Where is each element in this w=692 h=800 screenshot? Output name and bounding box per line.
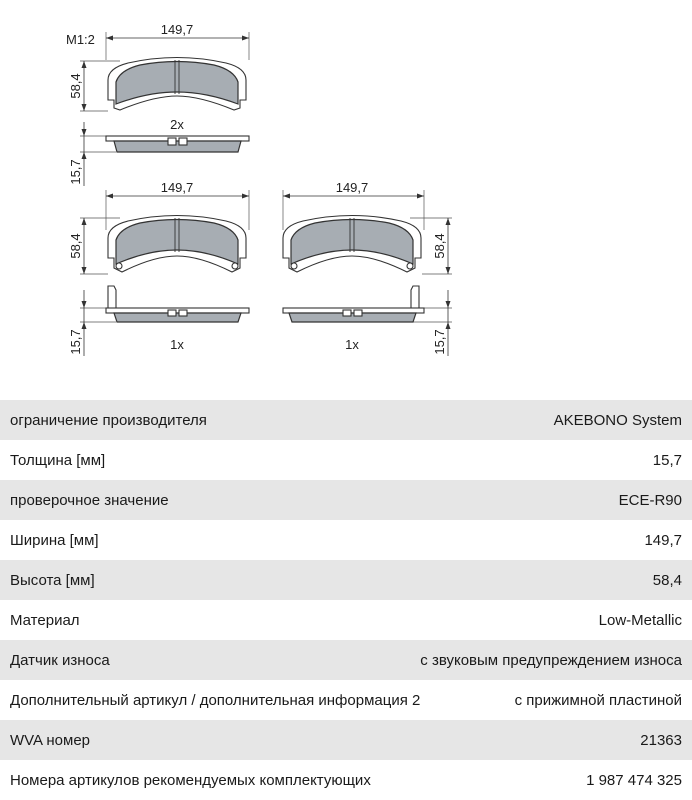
top-pad-width-label: 149,7 — [160, 22, 194, 37]
spec-label: Материал — [10, 611, 80, 629]
left-pad-width-label: 149,7 — [160, 180, 194, 195]
right-pad-thickness-label: 15,7 — [432, 329, 447, 355]
spec-row-wear-sensor — [0, 640, 692, 680]
spec-row-height — [0, 560, 692, 600]
top-pad-thickness-label: 15,7 — [68, 159, 83, 185]
right-pad-width-label: 149,7 — [335, 180, 369, 195]
spec-row-width — [0, 520, 692, 560]
spec-label: Толщина [мм] — [10, 451, 106, 469]
top-pad-face — [108, 58, 246, 111]
spec-label: Ширина [мм] — [10, 531, 99, 549]
right-pad-quantity: 1x — [345, 337, 359, 352]
left-pad-thickness-label: 15,7 — [68, 329, 83, 355]
spec-value: 15,7 — [652, 451, 682, 469]
top-pad-quantity: 2x — [170, 117, 184, 132]
spec-row-recommended-accessories — [0, 760, 692, 800]
spec-value: Low-Metallic — [598, 611, 682, 629]
spec-label: Датчик износа — [10, 651, 110, 669]
scale-label: M1:2 — [66, 32, 95, 47]
specifications-table — [0, 400, 692, 800]
spec-row-material — [0, 600, 692, 640]
spec-value: 58,4 — [652, 571, 682, 589]
spec-label: Дополнительный артикул / дополнительная информация 2 — [10, 691, 421, 709]
right-pad-face — [283, 216, 421, 273]
spec-label: Номера артикулов рекомендуемых комплектующих — [10, 771, 371, 789]
spec-row-thickness — [0, 440, 692, 480]
spec-value: ECE-R90 — [618, 491, 682, 509]
right-pad-height-label: 58,4 — [432, 233, 447, 259]
left-pad-quantity: 1x — [170, 337, 184, 352]
spec-value: с звуковым предупреждением износа — [420, 651, 682, 669]
spec-row-wva-number — [0, 720, 692, 760]
spec-label: Высота [мм] — [10, 571, 95, 589]
spec-label: ограничение производителя — [10, 411, 207, 429]
spec-value: 1 987 474 325 — [586, 771, 682, 789]
right-pad-side-view — [283, 286, 424, 322]
top-pad-height-label: 58,4 — [68, 73, 83, 99]
left-pad-height-label: 58,4 — [68, 233, 83, 259]
spec-label: проверочное значение — [10, 491, 169, 509]
spec-label: WVA номер — [10, 731, 91, 749]
spec-row-manufacturer-restriction — [0, 400, 692, 440]
left-pad-side-view — [106, 286, 249, 322]
spec-value: 21363 — [640, 731, 682, 749]
spec-row-additional-info — [0, 680, 692, 720]
spec-value: с прижимной пластиной — [514, 691, 682, 709]
left-pad-face — [108, 216, 246, 273]
spec-value: 149,7 — [644, 531, 682, 549]
spec-row-test-value — [0, 480, 692, 520]
top-pad-side-view — [106, 136, 249, 152]
spec-value: AKEBONO System — [553, 411, 682, 429]
